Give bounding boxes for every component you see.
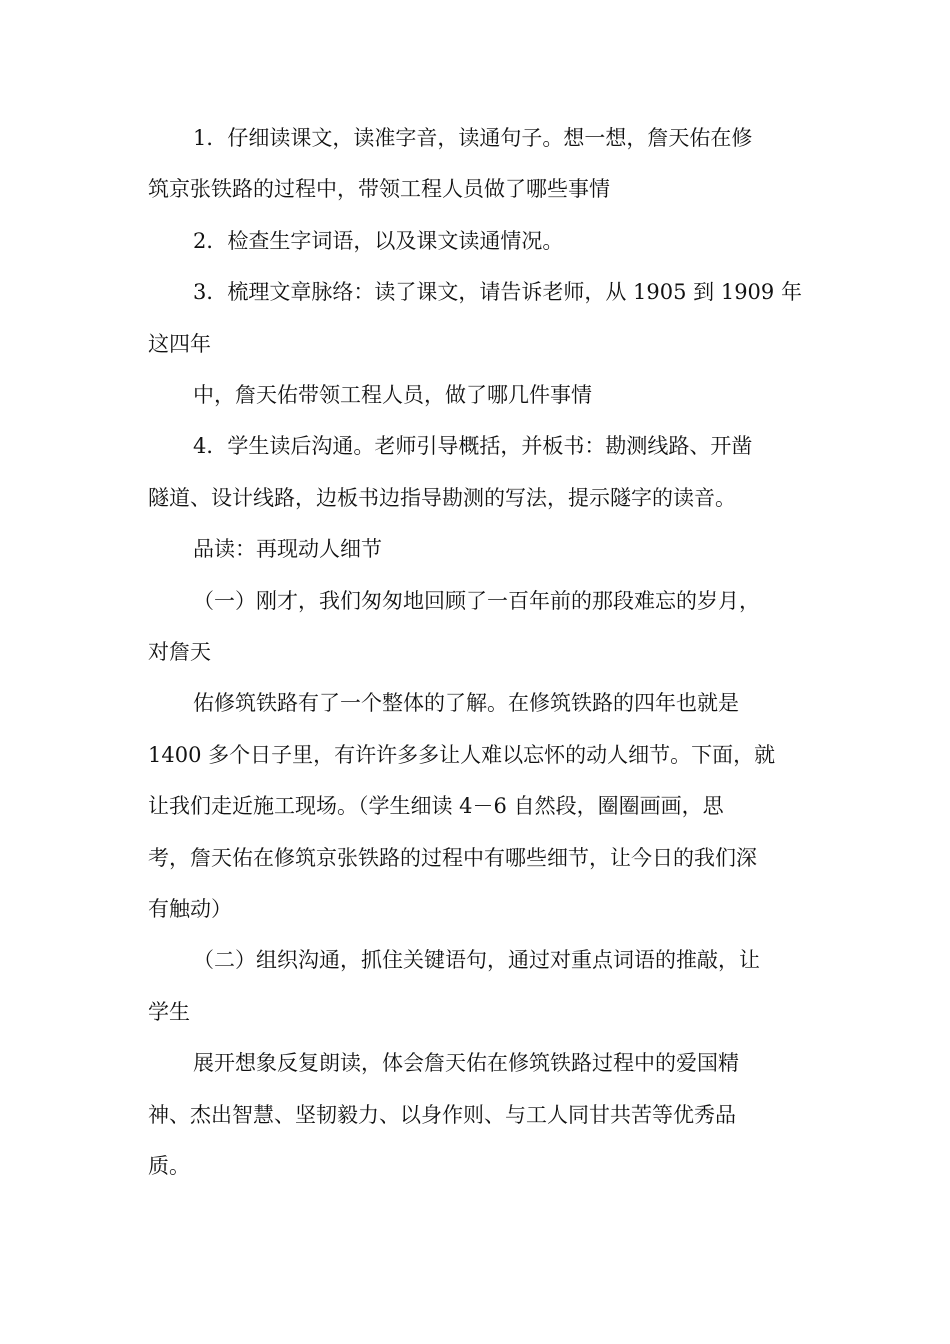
paragraph-line: 2．检查生字词语，以及课文读通情况。 <box>193 229 564 253</box>
paragraph-line: 神、杰出智慧、坚韧毅力、以身作则、与工人同甘共苦等优秀品 <box>148 1103 736 1127</box>
paragraph-line: 中，詹天佑带领工程人员，做了哪几件事情 <box>193 383 592 407</box>
paragraph-line: 这四年 <box>148 332 211 356</box>
paragraph-line: 对詹天 <box>148 640 211 664</box>
paragraph-line: 4．学生读后沟通。老师引导概括，并板书：勘测线路、开凿 <box>193 434 753 458</box>
section-heading: 品读：再现动人细节 <box>193 537 382 561</box>
paragraph-line: 3．梳理文章脉络：读了课文，请告诉老师，从 1905 到 1909 年 <box>193 280 802 304</box>
paragraph-line: 佑修筑铁路有了一个整体的了解。在修筑铁路的四年也就是 <box>193 691 739 715</box>
paragraph-line: 1．仔细读课文，读准字音，读通句子。想一想，詹天佑在修 <box>193 126 753 150</box>
paragraph-line: 1400 多个日子里，有许许多多让人难以忘怀的动人细节。下面，就 <box>148 743 776 767</box>
paragraph-line: 质。 <box>148 1154 190 1178</box>
paragraph-line: （一）刚才，我们匆匆地回顾了一百年前的那段难忘的岁月， <box>193 589 760 613</box>
paragraph-line: 隧道、设计线路，边板书边指导勘测的写法，提示隧字的读音。 <box>148 486 736 510</box>
paragraph-line: （二）组织沟通，抓住关键语句，通过对重点词语的推敲，让 <box>193 948 760 972</box>
paragraph-line: 学生 <box>148 1000 190 1024</box>
paragraph-line: 让我们走近施工现场。（学生细读 4－6 自然段，圈圈画画，思 <box>148 794 724 818</box>
paragraph-line: 展开想象反复朗读，体会詹天佑在修筑铁路过程中的爱国精 <box>193 1051 739 1075</box>
paragraph-line: 有触动） <box>148 897 232 921</box>
paragraph-line: 考，詹天佑在修筑京张铁路的过程中有哪些细节，让今日的我们深 <box>148 846 757 870</box>
paragraph-line: 筑京张铁路的过程中，带领工程人员做了哪些事情 <box>148 177 610 201</box>
